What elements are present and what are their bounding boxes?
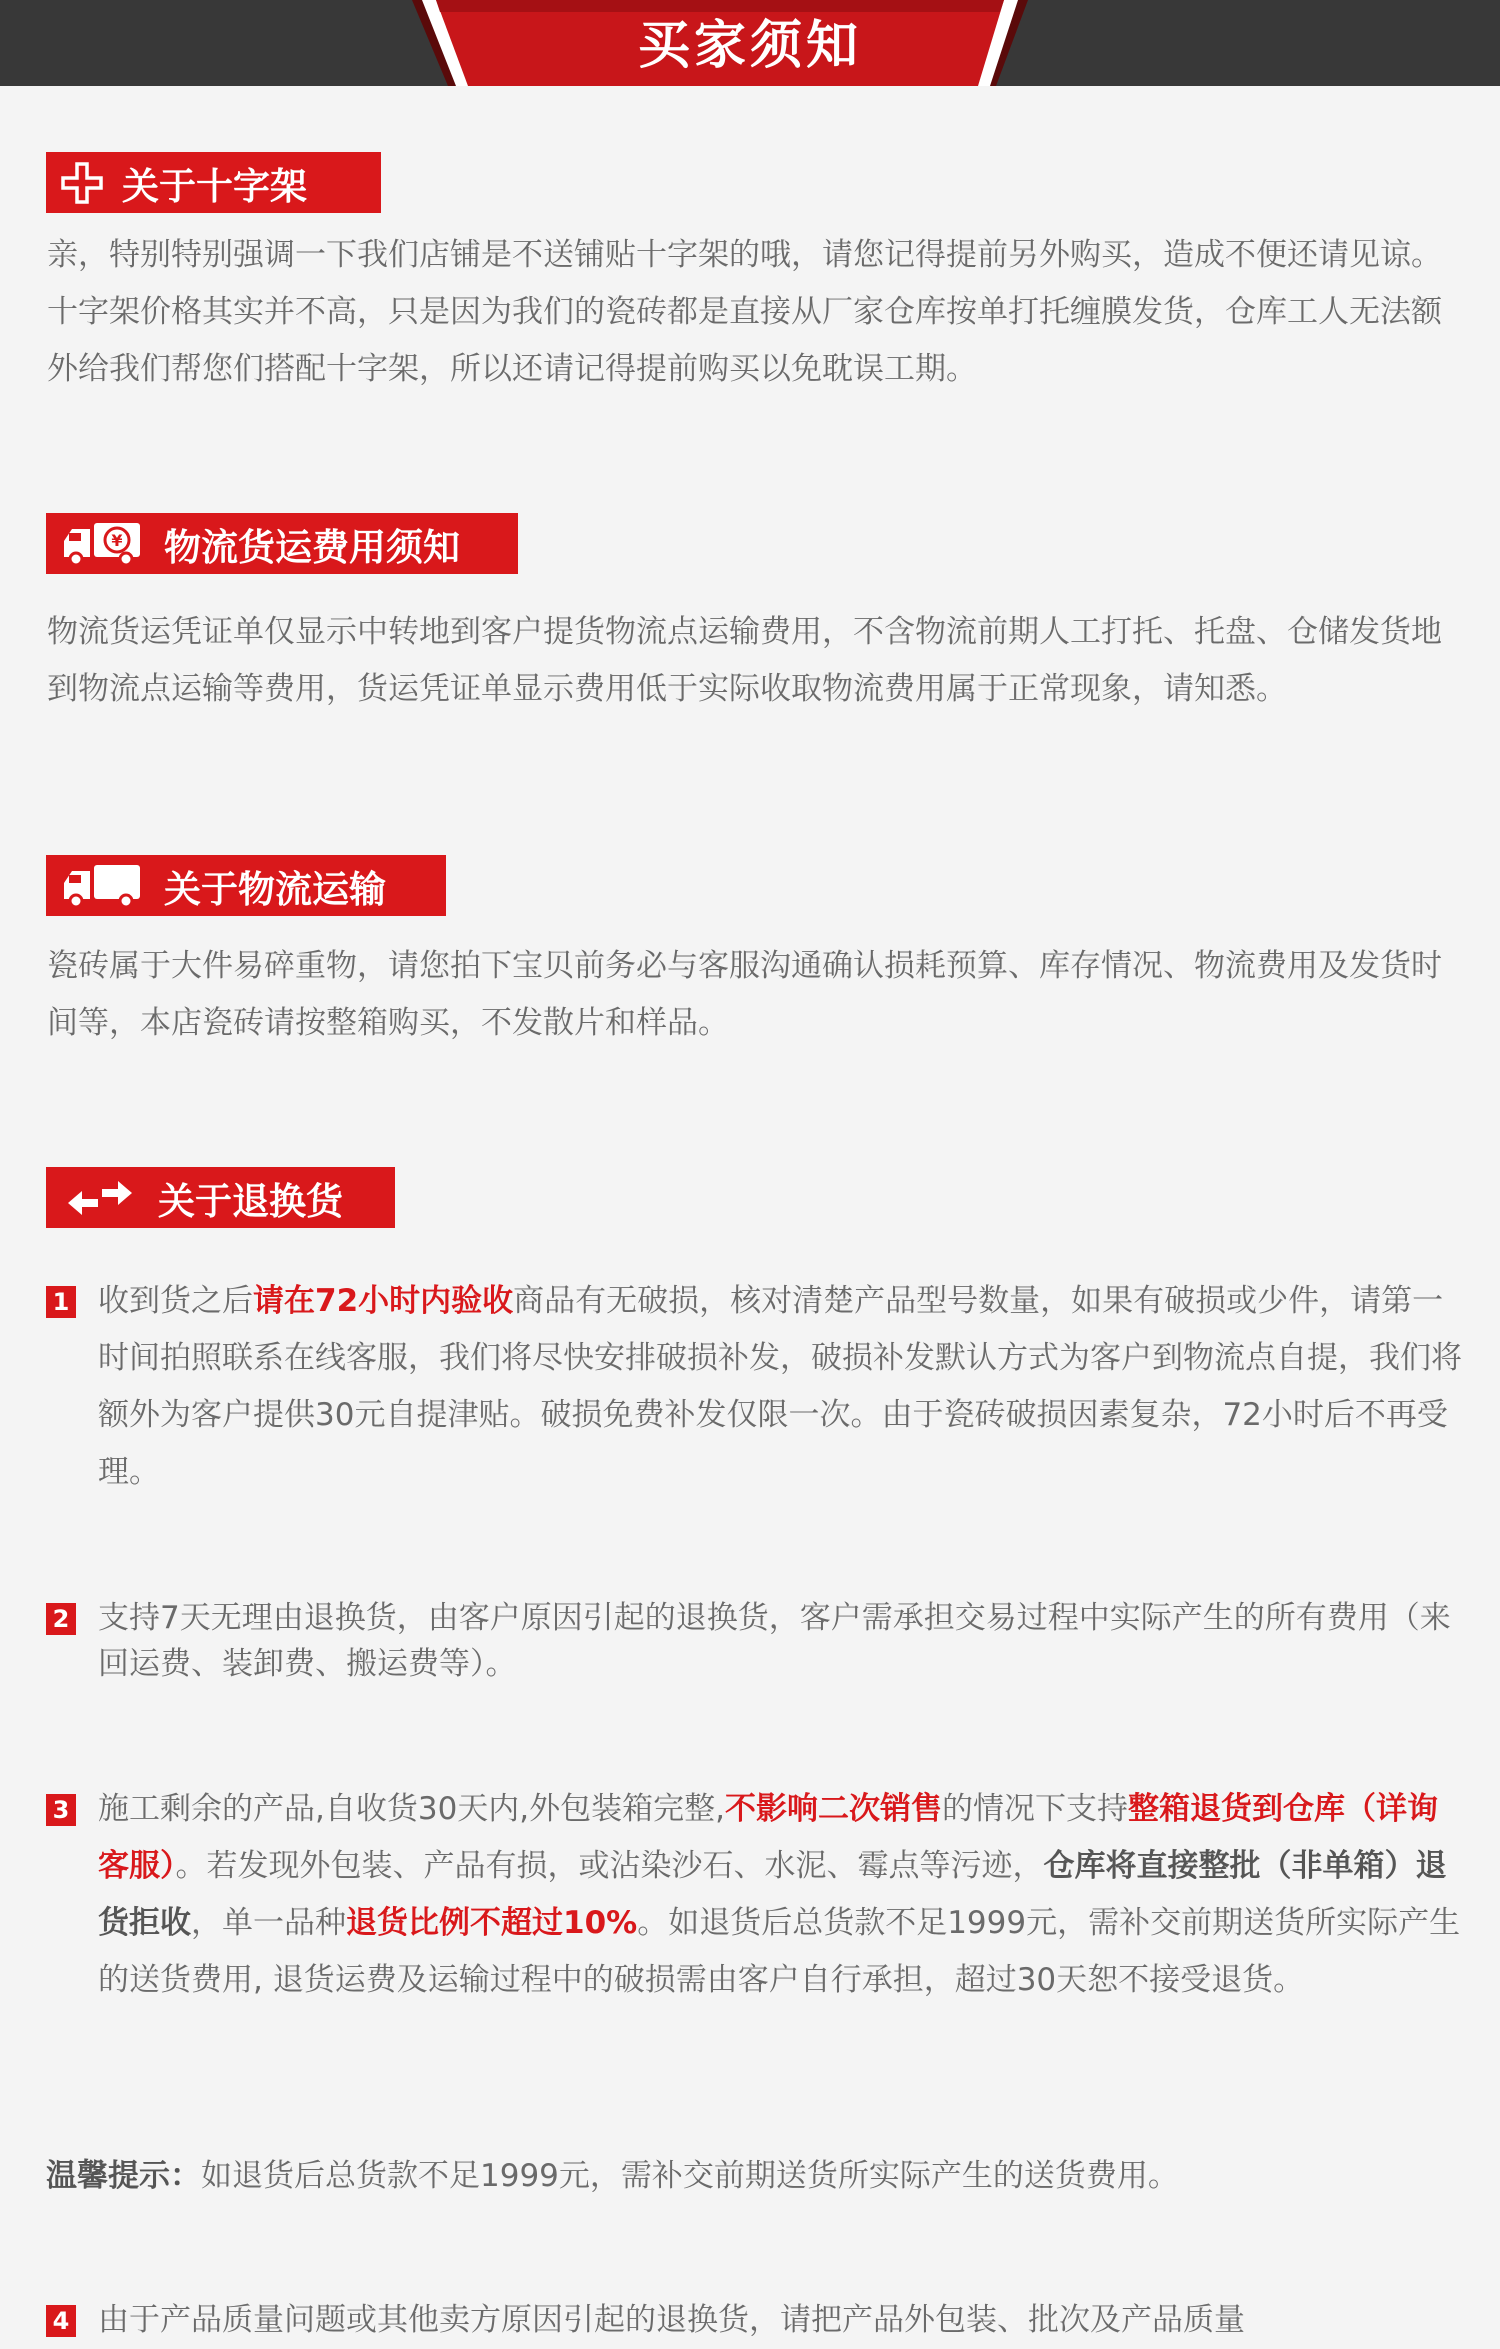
- rule-text: 商品有无破损，核对清楚产品型号数量，如果有破损或少件，请第一时间拍照联系在线客服，我们将尽快安排破损补发，破损补发默认方式为客户到物流点自提，我们将额外为客户提供30元自提津贴。破损免费补发仅限一次。由于瓷砖破损因素复杂，72小时后不再受理。: [98, 1283, 1462, 1490]
- section-title: 关于退换货: [158, 1179, 343, 1223]
- rule-text: 的情况下支持: [942, 1791, 1129, 1827]
- section-title: 关于物流运输: [164, 867, 386, 911]
- section-tag-cross: [46, 152, 381, 213]
- return-rule-3: [46, 1781, 1466, 2009]
- tip-text: 如退货后总货款不足1999元，需补交前期送货所实际产生的送货费用。: [201, 2158, 1179, 2194]
- page-title: 买家须知: [637, 16, 862, 76]
- svg-text:¥: ¥: [111, 530, 123, 550]
- rule-text: 。如退货后总货款不足1999元，需补交前期送货所实际产生的送货费用, 退货运费及运输过程中的破损需由客户自行承担，超过30天恕不接受退货。: [98, 1905, 1461, 1998]
- exchange-arrows-icon: [60, 1175, 140, 1221]
- rule-highlight: 整箱退货到仓库（详询客服）: [98, 1791, 1439, 1884]
- rule-text: ，单一品种: [191, 1905, 346, 1941]
- rule-text: 施工剩余的产品,自收货30天内,外包装箱完整,: [98, 1791, 726, 1827]
- tip-label: 温馨提示：: [46, 2158, 201, 2194]
- warm-tip: [46, 2148, 1466, 2205]
- return-rule-4: [46, 2292, 1466, 2349]
- cross-icon: [60, 161, 104, 205]
- section-tag-logistics: [46, 855, 446, 916]
- section-tag-freight-fees: [46, 513, 518, 574]
- rule-highlight: 退货比例不超过10%: [346, 1905, 638, 1941]
- rule-highlight: 不影响二次销售: [725, 1791, 943, 1827]
- section-text-logistics: 瓷砖属于大件易碎重物，请您拍下宝贝前务必与客服沟通确认损耗预算、库存情况、物流费用及发货时间等，本店瓷砖请按整箱购买，不发散片和样品。: [47, 948, 1442, 1041]
- section-text-cross: 亲，特别特别强调一下我们店铺是不送铺贴十字架的哦，请您记得提前另外购买，造成不便还请见谅。十字架价格其实并不高，只是因为我们的瓷砖都是直接从厂家仓库按单打托缠膜发货，仓库工人无法额外给我们帮您们搭配十字架，所以还请记得提前购买以免耽误工期。: [47, 237, 1442, 387]
- rule-number-badge: 3: [46, 1794, 76, 1826]
- rule-text: 收到货之后: [98, 1283, 253, 1319]
- rule-number-badge: 1: [46, 1286, 76, 1318]
- section-text-freight-fees: 物流货运凭证单仅显示中转地到客户提货物流点运输费用，不含物流前期人工打托、托盘、仓储发货地到物流点运输等费用，货运凭证单显示费用低于实际收取物流费用属于正常现象，请知悉。: [47, 614, 1442, 707]
- truck-icon: [60, 861, 146, 911]
- rule-highlight: 请在72小时内验收: [253, 1283, 514, 1319]
- return-rule-1: [46, 1273, 1466, 1501]
- truck-yuan-icon: [60, 519, 146, 569]
- rule-emphasis: 仓库将直接整批（非单箱）退货拒收: [98, 1848, 1447, 1941]
- return-rule-2: [46, 1595, 1466, 1687]
- rule-number-badge: 2: [46, 1603, 76, 1635]
- section-title: 关于十字架: [122, 164, 307, 208]
- rule-text: 由于产品质量问题或其他卖方原因引起的退换货，请把产品外包装、批次及产品质量: [98, 2302, 1245, 2338]
- rule-number-badge: 4: [46, 2305, 76, 2337]
- section-title: 物流货运费用须知: [164, 525, 460, 569]
- rule-text: 。若发现外包装、产品有损，或沾染沙石、水泥、霉点等污迹，: [175, 1848, 1044, 1884]
- section-tag-returns: [46, 1167, 395, 1228]
- rule-text: 支持7天无理由退换货，由客户原因引起的退换货，客户需承担交易过程中实际产生的所有费用（来回运费、装卸费、搬运费等）。: [98, 1600, 1451, 1682]
- header-banner: [0, 0, 1500, 86]
